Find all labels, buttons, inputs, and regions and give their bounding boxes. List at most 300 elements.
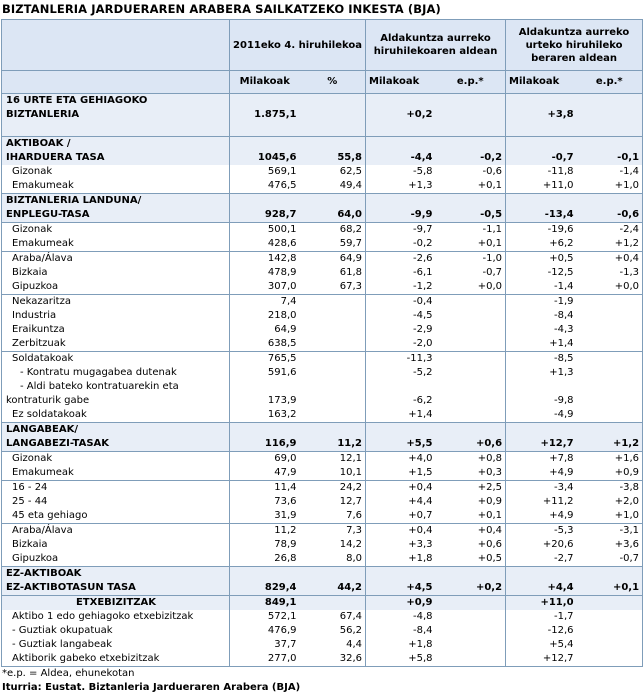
row-label: EZ-AKTIBOTASUN TASA bbox=[2, 581, 230, 596]
row-value: -4,4 bbox=[366, 151, 436, 165]
table-row bbox=[2, 165, 643, 179]
row-value: -12,5 bbox=[506, 266, 577, 280]
row-value: -2,0 bbox=[366, 337, 436, 352]
row-value: +1,4 bbox=[506, 337, 577, 352]
row-value: 11,4 bbox=[230, 481, 300, 496]
row-label: 16 - 24 bbox=[2, 481, 230, 496]
row-value bbox=[366, 94, 436, 109]
row-value: 307,0 bbox=[230, 280, 300, 295]
table-row bbox=[2, 452, 643, 467]
row-value: -6,1 bbox=[366, 266, 436, 280]
row-value: +0,9 bbox=[477, 496, 503, 507]
row-value: -4,9 bbox=[506, 408, 577, 423]
table-row bbox=[2, 380, 643, 394]
row-label: Emakumeak bbox=[12, 238, 74, 249]
table-row bbox=[2, 179, 643, 194]
row-value: +1,8 bbox=[366, 638, 436, 652]
table-row bbox=[2, 394, 643, 408]
row-value: +6,2 bbox=[506, 237, 577, 252]
row-value: 478,9 bbox=[230, 266, 300, 280]
row-value bbox=[436, 596, 506, 611]
row-label: Nekazaritza bbox=[2, 295, 230, 310]
row-value: -12,6 bbox=[506, 624, 577, 638]
row-value: -0,6 bbox=[482, 166, 503, 177]
row-label: Araba/Álava bbox=[2, 524, 230, 539]
row-value: 14,2 bbox=[339, 539, 363, 550]
row-value: 68,2 bbox=[300, 223, 366, 238]
row-value: 569,1 bbox=[230, 165, 300, 179]
row-value: 55,8 bbox=[300, 151, 366, 165]
row-value: 829,4 bbox=[230, 581, 300, 596]
row-value: 32,6 bbox=[339, 653, 363, 664]
row-value: 67,3 bbox=[339, 281, 363, 292]
row-label: 16 URTE ETA GEHIAGOKO bbox=[2, 94, 230, 109]
table-row bbox=[2, 309, 643, 323]
table-row bbox=[2, 137, 643, 152]
row-label: Gizonak bbox=[12, 166, 53, 177]
row-value: 8,0 bbox=[346, 553, 363, 564]
row-value: +0,4 bbox=[577, 252, 643, 267]
row-value bbox=[436, 652, 506, 667]
row-value bbox=[577, 108, 643, 122]
row-value bbox=[577, 652, 643, 667]
row-value: -2,4 bbox=[577, 223, 643, 238]
row-value bbox=[366, 380, 436, 394]
row-value bbox=[436, 408, 506, 423]
row-value bbox=[300, 352, 366, 367]
row-value bbox=[366, 567, 436, 582]
row-value: 1.875,1 bbox=[230, 108, 300, 122]
table-row bbox=[2, 108, 643, 122]
row-value: -8,5 bbox=[506, 352, 577, 367]
row-value: -5,3 bbox=[506, 524, 577, 539]
table-row bbox=[2, 352, 643, 367]
row-value: -0,4 bbox=[366, 295, 436, 310]
row-value bbox=[300, 408, 366, 423]
row-value: 591,6 bbox=[230, 366, 300, 380]
footnote: *e.p. = Aldea, ehunekotan bbox=[2, 668, 135, 679]
row-value: 765,5 bbox=[230, 352, 300, 367]
row-value bbox=[577, 295, 643, 310]
row-value: 476,9 bbox=[230, 624, 300, 638]
table-row bbox=[2, 408, 643, 423]
row-value: -1,0 bbox=[436, 252, 506, 267]
row-value bbox=[436, 624, 506, 638]
row-value: +11,0 bbox=[506, 179, 577, 194]
row-value bbox=[436, 337, 506, 352]
row-value: -1,3 bbox=[619, 267, 640, 278]
row-value bbox=[300, 337, 366, 352]
header-quarter-change: Aldakuntza aurreko hiruhilekoaren aldean bbox=[366, 20, 506, 71]
row-value: +3,6 bbox=[614, 539, 640, 550]
row-value bbox=[436, 567, 506, 582]
row-value: +5,5 bbox=[366, 437, 436, 452]
row-value bbox=[577, 366, 643, 380]
table-row bbox=[2, 194, 643, 209]
row-value: 173,9 bbox=[230, 394, 300, 408]
table-row bbox=[2, 323, 643, 337]
row-value: +4,0 bbox=[366, 452, 436, 467]
row-label: kontraturik gabe bbox=[6, 395, 90, 406]
row-value bbox=[366, 137, 436, 152]
row-value: +1,4 bbox=[366, 408, 436, 423]
row-value: -0,7 bbox=[482, 267, 503, 278]
table-row bbox=[2, 437, 643, 452]
row-value: 500,1 bbox=[230, 223, 300, 238]
row-value bbox=[230, 567, 300, 582]
row-value: -4,5 bbox=[366, 309, 436, 323]
row-value bbox=[436, 137, 506, 152]
row-value bbox=[506, 94, 577, 109]
row-value: +0,4 bbox=[436, 524, 506, 539]
table-row bbox=[2, 366, 643, 380]
row-label: IHARDUERA TASA bbox=[2, 151, 230, 165]
row-value bbox=[230, 380, 300, 394]
row-label: BIZTANLERIA LANDUNA/ bbox=[2, 194, 230, 209]
row-value: 69,0 bbox=[230, 452, 300, 467]
row-value: +0,9 bbox=[614, 467, 640, 478]
row-value bbox=[300, 108, 366, 122]
row-value: -1,4 bbox=[506, 280, 577, 295]
row-value: +0,2 bbox=[436, 581, 506, 596]
row-label: Bizkaia bbox=[12, 267, 48, 278]
row-value bbox=[577, 137, 643, 152]
row-label: - Aldi bateko kontratuarekin eta bbox=[20, 381, 179, 392]
header-ep-2: e.p.* bbox=[577, 71, 643, 94]
row-value: -19,6 bbox=[506, 223, 577, 238]
row-value: +0,4 bbox=[366, 481, 436, 496]
row-value bbox=[436, 194, 506, 209]
row-value: -1,4 bbox=[619, 166, 640, 177]
table-row bbox=[2, 495, 643, 509]
row-value: +11,0 bbox=[506, 596, 577, 611]
row-value: +1,0 bbox=[614, 180, 640, 191]
row-value: -6,2 bbox=[366, 394, 436, 408]
row-value: +0,6 bbox=[477, 539, 503, 550]
row-value bbox=[436, 352, 506, 367]
row-value: 928,7 bbox=[230, 208, 300, 223]
row-value: 476,5 bbox=[230, 179, 300, 194]
table-row bbox=[2, 481, 643, 496]
table-row bbox=[2, 567, 643, 582]
row-value: 10,1 bbox=[339, 467, 363, 478]
row-value bbox=[230, 122, 300, 137]
table-row bbox=[2, 122, 643, 137]
row-value: 116,9 bbox=[230, 437, 300, 452]
row-value bbox=[300, 309, 366, 323]
row-value: -9,8 bbox=[506, 394, 577, 408]
row-label: Eraikuntza bbox=[12, 324, 65, 335]
row-value: -8,4 bbox=[366, 624, 436, 638]
row-value bbox=[300, 295, 366, 310]
row-value bbox=[577, 408, 643, 423]
row-label: AKTIBOAK / bbox=[2, 137, 230, 152]
row-value bbox=[577, 352, 643, 367]
row-value bbox=[436, 94, 506, 109]
row-value bbox=[366, 122, 436, 137]
row-value bbox=[577, 122, 643, 137]
row-label: Industria bbox=[12, 310, 57, 321]
row-value: -11,8 bbox=[506, 165, 577, 179]
row-value bbox=[577, 596, 643, 611]
row-value bbox=[577, 380, 643, 394]
row-value: +1,6 bbox=[577, 452, 643, 467]
row-value bbox=[436, 108, 506, 122]
row-value: -0,5 bbox=[436, 208, 506, 223]
row-label: Aktibo 1 edo gehiagoko etxebizitzak bbox=[12, 611, 194, 622]
row-value: +1,3 bbox=[506, 366, 577, 380]
table-row bbox=[2, 552, 643, 567]
row-label: Soldatakoak bbox=[2, 352, 230, 367]
row-value: -9,7 bbox=[366, 223, 436, 238]
row-value: +3,3 bbox=[366, 538, 436, 552]
row-value: 26,8 bbox=[230, 552, 300, 567]
row-value: +0,0 bbox=[614, 281, 640, 292]
row-value: -4,8 bbox=[366, 610, 436, 624]
row-value: +11,2 bbox=[506, 495, 577, 509]
row-value: -1,2 bbox=[366, 280, 436, 295]
row-value: +2,0 bbox=[614, 496, 640, 507]
table-row bbox=[2, 652, 643, 667]
row-value: +0,1 bbox=[477, 238, 503, 249]
header-blank bbox=[2, 20, 230, 71]
row-value bbox=[300, 567, 366, 582]
header-pct: % bbox=[300, 71, 366, 94]
row-value: -0,2 bbox=[366, 237, 436, 252]
row-value: +0,1 bbox=[477, 180, 503, 191]
row-value: 7,6 bbox=[346, 510, 363, 521]
table-row bbox=[2, 596, 643, 611]
row-label: Ez soldatakoak bbox=[12, 409, 87, 420]
row-value bbox=[300, 394, 366, 408]
row-value: 64,9 bbox=[300, 252, 366, 267]
row-value: -0,1 bbox=[577, 151, 643, 165]
row-value: +0,4 bbox=[366, 524, 436, 539]
table-row bbox=[2, 538, 643, 552]
row-value bbox=[300, 423, 366, 438]
row-value: +12,7 bbox=[506, 437, 577, 452]
row-value bbox=[230, 137, 300, 152]
row-value bbox=[230, 194, 300, 209]
row-label: Aktiborik gabeko etxebizitzak bbox=[12, 653, 160, 664]
header-ep-1: e.p.* bbox=[436, 71, 506, 94]
row-value bbox=[436, 638, 506, 652]
row-label: BIZTANLERIA bbox=[2, 108, 230, 122]
row-value bbox=[300, 137, 366, 152]
row-value bbox=[506, 567, 577, 582]
row-value: -0,7 bbox=[506, 151, 577, 165]
row-value: 47,9 bbox=[230, 466, 300, 481]
row-value bbox=[577, 337, 643, 352]
table-row bbox=[2, 423, 643, 438]
row-value: +0,3 bbox=[477, 467, 503, 478]
row-value: +5,4 bbox=[506, 638, 577, 652]
row-label: Gipuzkoa bbox=[12, 281, 59, 292]
table-row bbox=[2, 295, 643, 310]
row-value: +4,5 bbox=[366, 581, 436, 596]
row-value bbox=[436, 323, 506, 337]
row-value bbox=[300, 596, 366, 611]
row-value: 37,7 bbox=[230, 638, 300, 652]
row-label: LANGABEZI-TASAK bbox=[2, 437, 230, 452]
row-value: -0,2 bbox=[436, 151, 506, 165]
row-value bbox=[436, 122, 506, 137]
row-value bbox=[230, 423, 300, 438]
table-row bbox=[2, 466, 643, 481]
row-value: -2,7 bbox=[506, 552, 577, 567]
row-value bbox=[300, 380, 366, 394]
row-value: -2,6 bbox=[366, 252, 436, 267]
row-label: Zerbitzuak bbox=[12, 338, 66, 349]
row-value: +4,4 bbox=[366, 495, 436, 509]
row-value: +0,0 bbox=[477, 281, 503, 292]
table-body bbox=[2, 94, 643, 667]
row-label: Gipuzkoa bbox=[12, 553, 59, 564]
row-value: 1045,6 bbox=[230, 151, 300, 165]
row-value bbox=[436, 610, 506, 624]
row-value: +20,6 bbox=[506, 538, 577, 552]
row-value: 73,6 bbox=[230, 495, 300, 509]
row-label bbox=[2, 122, 230, 137]
row-value: 142,8 bbox=[230, 252, 300, 267]
row-value: 44,2 bbox=[300, 581, 366, 596]
row-value bbox=[506, 194, 577, 209]
row-value: +0,7 bbox=[366, 509, 436, 524]
row-value: 12,7 bbox=[339, 496, 363, 507]
data-table bbox=[1, 19, 643, 667]
row-value: -4,3 bbox=[506, 323, 577, 337]
header-milakoak-1: Milakoak bbox=[230, 71, 300, 94]
page-title: BIZTANLERIA JARDUERAREN ARABERA SAILKATZEKO INKESTA (BJA) bbox=[2, 2, 441, 16]
row-value: 428,6 bbox=[230, 237, 300, 252]
row-value bbox=[436, 309, 506, 323]
row-value: +1,0 bbox=[614, 510, 640, 521]
row-value bbox=[577, 638, 643, 652]
row-value: 24,2 bbox=[300, 481, 366, 496]
row-value: -11,3 bbox=[366, 352, 436, 367]
table-row bbox=[2, 280, 643, 295]
row-value bbox=[436, 366, 506, 380]
row-value: 64,0 bbox=[300, 208, 366, 223]
table-row bbox=[2, 337, 643, 352]
row-value: 61,8 bbox=[339, 267, 363, 278]
row-value: -1,1 bbox=[436, 223, 506, 238]
row-value bbox=[506, 423, 577, 438]
row-value bbox=[300, 122, 366, 137]
row-label: 45 eta gehiago bbox=[12, 510, 88, 521]
row-value: 59,7 bbox=[339, 238, 363, 249]
row-label: Gizonak bbox=[2, 452, 230, 467]
table-row bbox=[2, 524, 643, 539]
row-value bbox=[577, 610, 643, 624]
row-value bbox=[577, 94, 643, 109]
table-row bbox=[2, 638, 643, 652]
header-blank-2 bbox=[2, 71, 230, 94]
row-value: +4,4 bbox=[506, 581, 577, 596]
table-row bbox=[2, 237, 643, 252]
row-value bbox=[436, 394, 506, 408]
row-label: ETXEBIZITZAK bbox=[2, 596, 230, 611]
row-label: 25 - 44 bbox=[12, 496, 48, 507]
row-value: 572,1 bbox=[230, 610, 300, 624]
row-value: +1,8 bbox=[366, 552, 436, 567]
row-value: 218,0 bbox=[230, 309, 300, 323]
row-value: 7,4 bbox=[230, 295, 300, 310]
row-value bbox=[300, 94, 366, 109]
row-value: -3,8 bbox=[577, 481, 643, 496]
row-value: +0,5 bbox=[477, 553, 503, 564]
row-value: -3,1 bbox=[577, 524, 643, 539]
table-row bbox=[2, 252, 643, 267]
row-label: Bizkaia bbox=[12, 539, 48, 550]
row-value: 12,1 bbox=[300, 452, 366, 467]
row-value bbox=[436, 380, 506, 394]
row-value bbox=[577, 194, 643, 209]
table-row bbox=[2, 624, 643, 638]
row-value bbox=[366, 423, 436, 438]
row-label: LANGABEAK/ bbox=[2, 423, 230, 438]
row-value bbox=[577, 423, 643, 438]
row-value: +4,9 bbox=[506, 509, 577, 524]
table-row bbox=[2, 151, 643, 165]
table-row bbox=[2, 266, 643, 280]
row-value: +12,7 bbox=[506, 652, 577, 667]
row-value bbox=[300, 366, 366, 380]
row-label: Gizonak bbox=[2, 223, 230, 238]
row-value: 277,0 bbox=[230, 652, 300, 667]
row-value: -3,4 bbox=[506, 481, 577, 496]
row-value: 849,1 bbox=[230, 596, 300, 611]
row-label: - Guztiak okupatuak bbox=[12, 625, 113, 636]
row-value: +7,8 bbox=[506, 452, 577, 467]
row-value bbox=[577, 323, 643, 337]
row-value: +0,2 bbox=[366, 108, 436, 122]
row-label: - Kontratu mugagabea dutenak bbox=[20, 367, 177, 378]
row-value: -13,4 bbox=[506, 208, 577, 223]
row-value: 163,2 bbox=[230, 408, 300, 423]
row-value: -8,4 bbox=[506, 309, 577, 323]
row-value: 11,2 bbox=[230, 524, 300, 539]
row-label: Araba/Álava bbox=[2, 252, 230, 267]
row-label: Emakumeak bbox=[12, 180, 74, 191]
row-value: 4,4 bbox=[346, 639, 363, 650]
row-value: 7,3 bbox=[300, 524, 366, 539]
source-note: Iturria: Eustat. Biztanleria Jardueraren Arabera (BJA) bbox=[2, 682, 301, 693]
row-label: EZ-AKTIBOAK bbox=[2, 567, 230, 582]
row-label: ENPLEGU-TASA bbox=[2, 208, 230, 223]
row-value: 31,9 bbox=[230, 509, 300, 524]
row-value: -0,6 bbox=[577, 208, 643, 223]
row-value: +1,2 bbox=[577, 437, 643, 452]
table-row bbox=[2, 94, 643, 109]
row-value bbox=[506, 122, 577, 137]
row-value bbox=[300, 194, 366, 209]
table-row bbox=[2, 581, 643, 596]
row-value bbox=[577, 567, 643, 582]
table-row bbox=[2, 509, 643, 524]
row-value bbox=[577, 394, 643, 408]
header-milakoak-3: Milakoak bbox=[506, 71, 577, 94]
row-value: 49,4 bbox=[339, 180, 363, 191]
row-value bbox=[577, 309, 643, 323]
row-value bbox=[506, 380, 577, 394]
header-year-change: Aldakuntza aurreko urteko hiruhileko beraren aldean bbox=[506, 20, 643, 71]
row-value: -2,9 bbox=[366, 323, 436, 337]
row-value: -1,7 bbox=[506, 610, 577, 624]
row-value: +1,5 bbox=[366, 466, 436, 481]
row-value: 62,5 bbox=[339, 166, 363, 177]
row-value: +0,1 bbox=[577, 581, 643, 596]
